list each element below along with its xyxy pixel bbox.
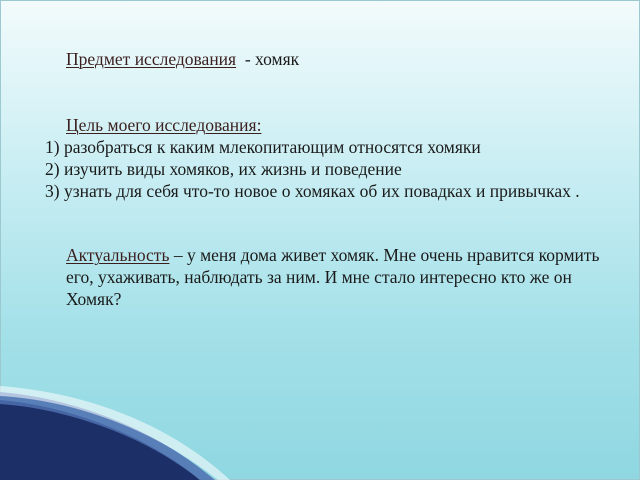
goal-item-1: 1) разобраться к каким млекопитающим относятся хомяки [45,137,481,157]
research-goal-heading [30,114,610,136]
goal-item-2: 2) изучить виды хомяков, их жизнь и поведение [45,159,402,179]
research-subject-text: - хомяк [236,49,300,69]
relevance-paragraph [30,244,610,310]
relevance-text: – у меня дома живет хомяк. Мне очень нравится кормить его, ухаживать, наблюдать за ним. И мне стало интересно кто же он Хомяк? [66,245,600,309]
research-subject-label: Предмет исследования [66,49,237,69]
slide-content [30,48,610,310]
relevance-label: Актуальность [66,245,170,265]
research-subject-line [30,48,610,70]
research-goal-label: Цель моего исследования: [66,115,262,135]
goal-item-3: 3) узнать для себя что-то новое о хомяках об их повадках и привычках . [45,181,580,201]
